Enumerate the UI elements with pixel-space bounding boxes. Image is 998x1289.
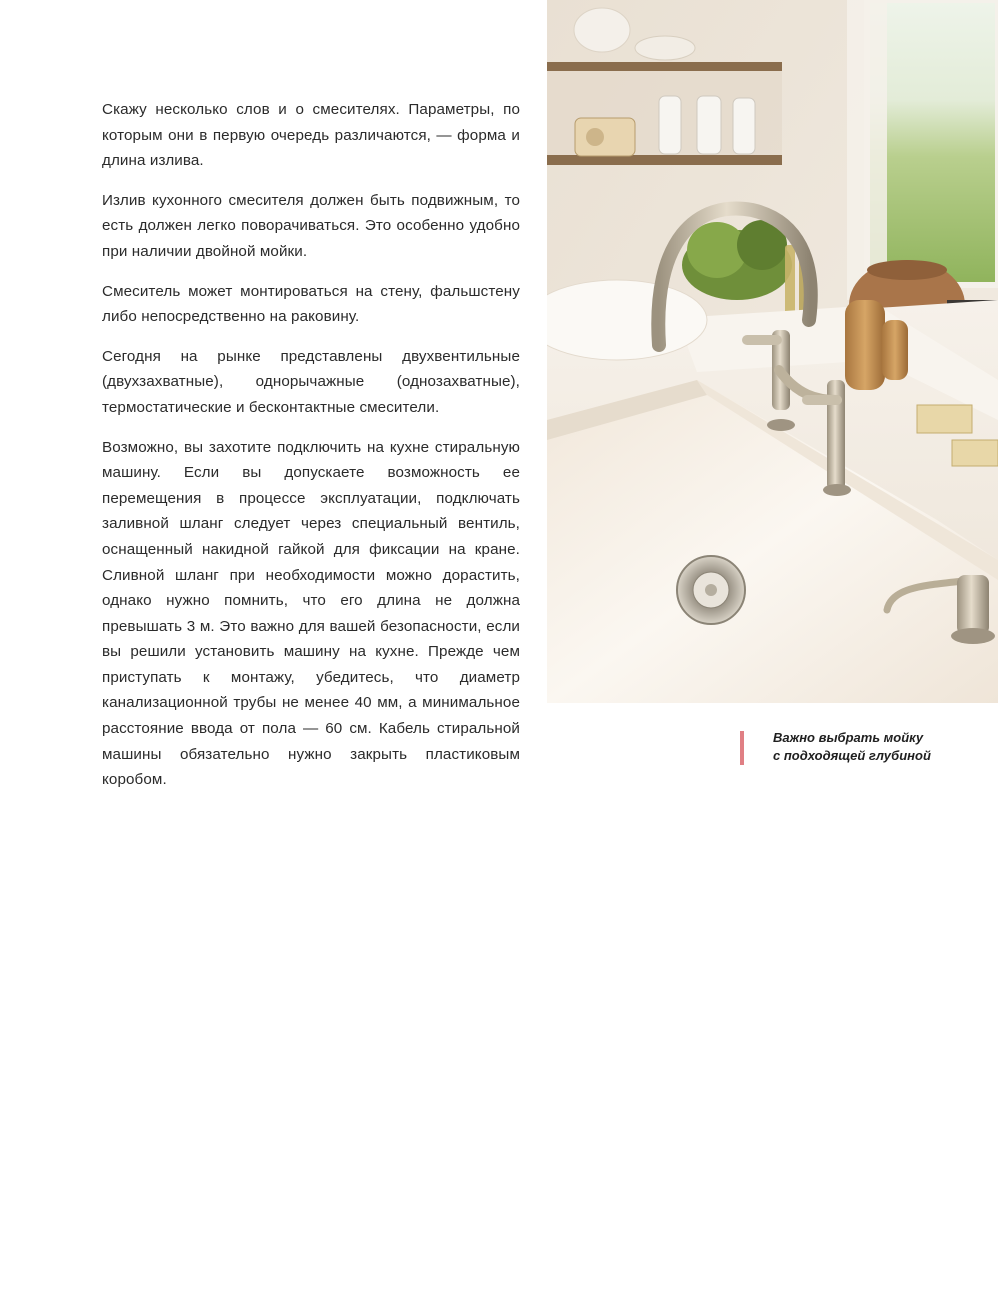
caption-accent-bar <box>740 731 744 765</box>
caption-line: с подходящей глубиной <box>773 748 931 763</box>
article-body <box>102 97 520 807</box>
paragraph: Сегодня на рынке представлены двухвентильные (двухзахватные), однорычажные (однозахватные), термостатические и бесконтактные смесители. <box>102 347 520 416</box>
paragraph: Возможно, вы захотите подключить на кухне стиральную машину. Если вы допускаете возможность ее перемещения в процессе эксплуатации, подключать заливной шланг следует через специальный вентиль, оснащенный накидной гайкой для фиксации на кране. Сливной шланг при необходимости можно дорастить, однако нужно помнить, что его длина не должна превышать 3 м. Это важно для вашей безопасности, если вы решили установить машину на кухне. Прежде чем приступать к монтажу, убедитесь, что диаметр канализационной трубы не менее 40 мм, а минимальное расстояние ввода от пола — 60 см. Кабель стиральной машины обязательно нужно закрыть пластиковым коробом. <box>102 438 520 789</box>
paragraph: Скажу несколько слов и о смесителях. Параметры, по которым они в первую очередь различаются, — форма и длина излива. <box>102 101 520 170</box>
paragraph: Смеситель может монтироваться на стену, фальшстену либо непосредственно на раковину. <box>102 282 520 326</box>
photo-caption <box>773 729 973 765</box>
caption-line: Важно выбрать мойку <box>773 730 924 745</box>
paragraph: Излив кухонного смесителя должен быть подвижным, то есть должен легко поворачиваться. Это особенно удобно при наличии двойной мойки. <box>102 191 520 260</box>
kitchen-sink-photo <box>547 0 998 703</box>
